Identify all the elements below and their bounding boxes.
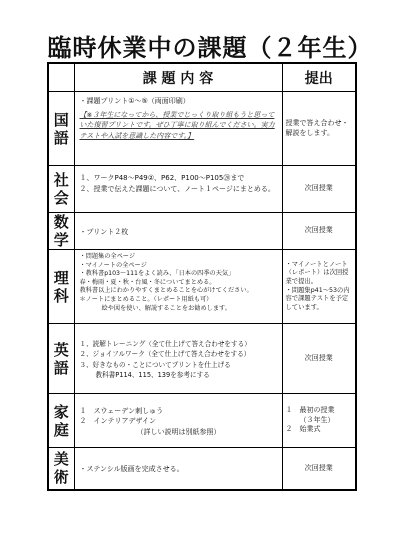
task-line: 春・梅雨・夏・秋・台風・冬についてまとめる。	[79, 278, 216, 286]
submit-line: １ 最初の授業	[285, 406, 335, 415]
submit-line: 次回授業	[304, 463, 333, 472]
submit-home	[282, 394, 356, 448]
subject-social: 社会	[48, 166, 74, 213]
task-line: ・ステンシル版画を完成させる。	[79, 465, 184, 473]
table-row-japanese	[48, 92, 356, 166]
subject-english: 英語	[48, 324, 74, 394]
subject-art: 美術	[48, 448, 74, 490]
task-line: １、ワークP48～P49②、P62、P100～P105⑳まで	[79, 174, 245, 182]
submit-line: 次回授業	[304, 184, 333, 193]
table-row-social	[48, 166, 356, 213]
task-line: 絵や図を使い、解説することをお勧めします。	[101, 304, 231, 312]
submit-line: 次回授業	[304, 353, 333, 362]
submit-japanese	[282, 92, 356, 166]
header-blank-cell	[48, 63, 74, 92]
subject-science: 理科	[48, 250, 74, 324]
submit-social	[282, 166, 356, 213]
task-japanese	[74, 92, 282, 166]
header-tasks: 課 題 内 容	[74, 63, 282, 92]
task-social	[74, 166, 282, 213]
submit-line: ２ 始業式	[285, 425, 321, 434]
table-row-english	[48, 324, 356, 394]
task-line: 教科書P114、115、139を参考にする	[95, 371, 210, 379]
task-line: ・マイノートの全ページ	[79, 261, 147, 269]
task-line: ２、授業で伝えた課題について、ノート１ページにまとめる。	[79, 184, 275, 193]
table-row-science	[48, 250, 356, 324]
task-line: ２ インテリアデザイン	[79, 417, 157, 426]
submit-line: 次回授業	[304, 226, 333, 235]
task-line: （詳しい説明は別紙参照）	[136, 427, 221, 436]
submit-science	[282, 250, 356, 324]
task-line: ・プリント２枚	[79, 227, 129, 236]
task-line: １、読解トレーニング（全て仕上げて答え合わせをする）	[79, 339, 251, 348]
assignment-table	[47, 62, 357, 491]
task-line: ２、ジョイフルワーク（全て仕上げて答え合わせをする）	[79, 350, 251, 358]
task-art	[74, 448, 282, 490]
table-row-home	[48, 394, 356, 448]
task-note: 【※３年生になってから、授業でじっくり取り組もうと思っていた復習プリントです。ぜひ丁寧に取り組んでください。実力テストや入試を意識した内容です。】	[79, 110, 275, 140]
table-row-math	[48, 213, 356, 250]
task-english	[74, 324, 282, 394]
submit-line: ・マイノートとノート（レポート）は次回授業で提出。	[285, 260, 349, 285]
submit-line: ・問題集p41～53の内容で課題テストを予定しています。	[285, 286, 350, 311]
submit-line: （３年生）	[299, 415, 335, 424]
subject-home: 家庭	[48, 394, 74, 448]
task-line: ・問題集の全ページ	[79, 253, 136, 260]
submit-line: 授業で答え合わせ・解説をします。	[285, 119, 349, 137]
subject-math: 数学	[48, 213, 74, 250]
submit-art	[282, 448, 356, 490]
task-line: 教科書以上にわかりやすくまとめることを心がけてください。	[79, 287, 253, 295]
task-math	[74, 213, 282, 250]
submit-math	[282, 213, 356, 250]
table-row-art	[48, 448, 356, 490]
task-line: ３、好きなもの・ことについてプリントを仕上げる	[79, 360, 231, 369]
task-home	[74, 394, 282, 448]
submit-english	[282, 324, 356, 394]
header-submit: 提出	[282, 63, 356, 92]
subject-japanese: 国語	[48, 92, 74, 166]
page-title: 臨時休業中の課題（２年生）	[47, 34, 373, 62]
task-line: ・課題プリント①～⑤（両面印刷）	[79, 97, 190, 105]
table-header-row	[48, 63, 356, 92]
task-line: ＊ノートにまとめること。（レポート用紙も可）	[79, 295, 213, 303]
task-science	[74, 250, 282, 324]
task-line: ・教科書p103～111をよく読み、「日本の四季の天気」	[79, 270, 235, 278]
task-line: １ スウェーデン刺しゅう	[79, 406, 164, 415]
